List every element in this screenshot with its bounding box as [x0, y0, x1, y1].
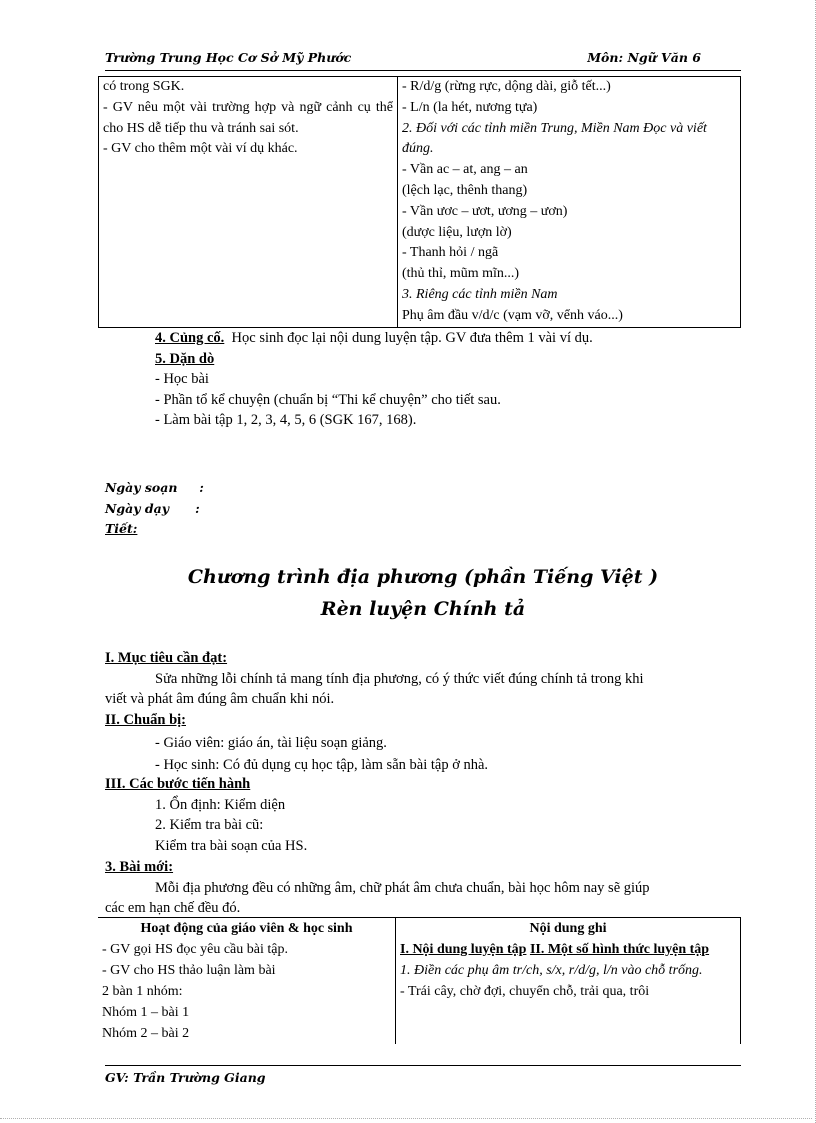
content-heading-2: II. Một số hình thức luyện tập — [529, 942, 710, 957]
ngay-soan: Ngày soạn : — [105, 480, 204, 495]
objectives-text: Sửa những lỗi chính tả mang tính địa phương, có ý thức viết đúng chính tả trong khi — [155, 670, 644, 687]
page-footer — [105, 1065, 741, 1085]
dan-do-label: 5. Dặn dò — [155, 350, 215, 367]
teacher-name: GV: Trần Trường Giang — [105, 1070, 266, 1085]
left-line: - GV cho thêm một vài ví dụ khác. — [103, 141, 298, 157]
subject-name: Môn: Ngữ Văn 6 — [587, 50, 701, 65]
content-exercise: 1. Điền các phụ âm tr/ch, s/x, r/d/g, l/n vào chỗ trống. — [400, 963, 703, 978]
right-line: Phụ âm đầu v/d/c (vạm vỡ, vểnh váo...) — [402, 307, 623, 323]
right-line: - Thanh hỏi / ngã — [402, 245, 499, 261]
right-line: (lệch lạc, thênh thang) — [402, 182, 528, 198]
steps-item: 2. Kiểm tra bài cũ: — [155, 817, 264, 833]
objectives-heading: I. Mục tiêu cần đạt: — [105, 650, 228, 666]
lesson-title-line2: Rèn luyện Chính tả — [320, 598, 526, 620]
page-header — [105, 50, 741, 71]
objectives-text: viết và phát âm đúng âm chuẩn khi nói. — [105, 691, 335, 707]
right-line: 2. Đối với các tỉnh miền Trung, Miền Nam Đọc và viết đúng. — [402, 120, 707, 157]
teacher-activity-cell — [99, 77, 398, 328]
cung-co-label: 4. Củng cố. — [155, 330, 225, 346]
right-line: - L/n (la hét, nương tựa) — [402, 99, 538, 115]
right-line: (thủ thỉ, mũm mĩn...) — [402, 266, 520, 282]
preparation-item: - Học sinh: Có đủ dụng cụ học tập, làm sẵn bài tập ở nhà. — [155, 757, 489, 773]
activity-left-line: - GV gọi HS đọc yêu cầu bài tập. — [102, 942, 288, 957]
new-lesson-section — [105, 857, 741, 919]
left-line: có trong SGK. — [103, 79, 185, 94]
content-cell — [398, 77, 741, 328]
activity-header-left: Hoạt động của giáo viên & học sinh — [98, 918, 396, 940]
dan-do-item: - Làm bài tập 1, 2, 3, 4, 5, 6 (SGK 167, 168). — [155, 412, 417, 428]
dan-do-item: - Phần tổ kể chuyện (chuẩn bị “Thi kể chuyện” cho tiết sau. — [155, 391, 501, 408]
right-line: (dược liệu, lượn lờ) — [402, 224, 512, 240]
activity-left-line: Nhóm 2 – bài 2 — [102, 1026, 190, 1041]
preparation-heading: II. Chuẩn bị: — [105, 712, 186, 728]
content-heading-1: I. Nội dung luyện tập — [400, 942, 527, 957]
left-line: - GV nêu một vài trường hợp và ngữ cảnh cụ thể cho HS dễ tiếp thu và tránh sai sót. — [103, 99, 393, 136]
dan-do-item: - Học bài — [155, 371, 209, 387]
page-edge-bottom — [0, 1118, 812, 1119]
activity-right-cell — [396, 939, 741, 1044]
page-edge-right — [811, 0, 816, 1123]
new-lesson-text: Mỗi địa phương đều có những âm, chữ phát âm chưa chuẩn, bài học hôm nay sẽ giúp — [155, 879, 650, 896]
ngay-day: Ngày dạy : — [105, 500, 200, 516]
activity-header-right: Nội dung ghi — [396, 918, 741, 940]
content-line: - Trái cây, chờ đợi, chuyển chỗ, trải qua, trôi — [400, 984, 650, 999]
steps-item: 1. Ổn định: Kiểm diện — [155, 796, 286, 813]
activity-left-line: 2 bàn 1 nhóm: — [102, 984, 183, 999]
right-line: - Vần ac – at, ang – an — [402, 162, 528, 178]
activity-table — [98, 917, 741, 1044]
new-lesson-text: các em hạn chế đều đó. — [105, 900, 241, 916]
lesson-meta — [105, 478, 204, 540]
cung-co-text: Học sinh đọc lại nội dung luyện tập. GV đưa thêm 1 vài ví dụ. — [231, 330, 593, 346]
cung-co-section — [155, 328, 593, 431]
steps-item: Kiểm tra bài soạn của HS. — [155, 837, 308, 854]
activity-left-line: Nhóm 1 – bài 1 — [102, 1005, 190, 1020]
objectives-section — [105, 648, 741, 710]
activity-left-line: - GV cho HS thảo luận làm bài — [102, 963, 276, 978]
school-name: Trường Trung Học Cơ Sở Mỹ Phước — [105, 50, 352, 65]
lesson-title-line1: Chương trình địa phương (phần Tiếng Việt ) — [187, 566, 659, 588]
right-line: 3. Riêng các tỉnh miền Nam — [402, 286, 558, 302]
right-line: - Vần ươc – ươt, ương – ươn) — [402, 203, 568, 219]
activity-left-cell — [98, 939, 396, 1044]
lesson-table-continued — [98, 76, 741, 328]
steps-section — [105, 774, 741, 856]
new-lesson-heading: 3. Bài mới: — [105, 859, 174, 875]
right-line: - R/d/g (rừng rực, dộng dài, giỗ tết...) — [402, 79, 611, 94]
preparation-item: - Giáo viên: giáo án, tài liệu soạn giảng. — [155, 734, 387, 751]
preparation-section — [105, 710, 741, 776]
tiet: Tiết: — [105, 521, 138, 536]
steps-heading: III. Các bước tiến hành — [105, 776, 251, 792]
